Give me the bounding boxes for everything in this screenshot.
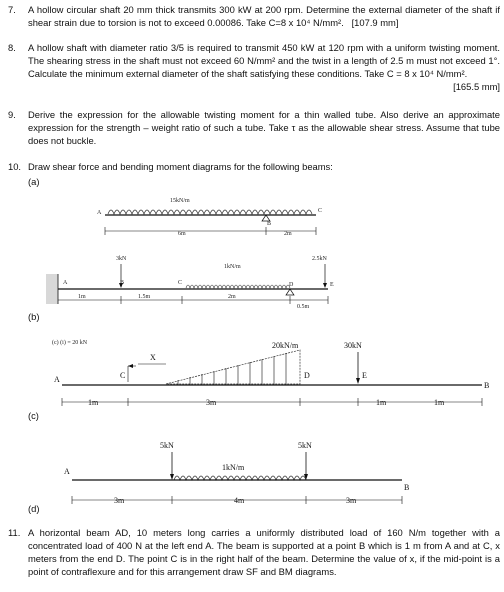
span-label: 2m — [228, 294, 236, 300]
beam-diagram-d — [0, 436, 504, 512]
span-label: 1m — [376, 398, 387, 407]
beam-diagram-a — [0, 192, 504, 242]
beam-diagram-b — [0, 250, 504, 312]
span-label: 3m — [114, 496, 125, 505]
answer: [165.5 mm] — [453, 81, 500, 92]
point-e-label: E — [362, 371, 367, 380]
question-number: 10. — [8, 161, 22, 172]
question-text: Derive the expression for the allowable twisting moment for a thin walled tube. Also derive an approximate expression for the strength – weight ratio of such a tube. Take τ as the allowable shear stress. Assume that tube does not buckle. — [28, 109, 500, 146]
subpart-b-label: (b) — [28, 311, 40, 322]
question-text: Draw shear force and bending moment diagrams for the following beams: — [28, 161, 333, 172]
load-label: 2.5kN — [312, 256, 327, 262]
x-label: X — [150, 353, 156, 362]
fixed-support-hatch — [46, 274, 58, 304]
span-label: 2m — [284, 231, 292, 237]
span-label: 3m — [346, 496, 357, 505]
span-label: 6m — [178, 231, 186, 237]
udl-triangle — [166, 350, 300, 384]
load-label: 1kN/m — [224, 264, 241, 270]
point-e-label: E — [330, 282, 334, 288]
load-label: 1kN/m — [222, 463, 245, 472]
load-label: 15kN/m — [170, 198, 190, 204]
point-b-label: B — [484, 381, 490, 390]
span-label: 4m — [234, 496, 245, 505]
load-label: 5kN — [298, 441, 312, 450]
point-b-label: B — [404, 483, 410, 492]
point-a-label: A — [63, 280, 68, 286]
question-10 — [8, 160, 500, 173]
span-label: 0.5m — [297, 304, 310, 310]
question-11 — [8, 526, 500, 578]
span-label: 3m — [206, 398, 217, 407]
point-b-label: B — [267, 221, 272, 227]
answer: [107.9 mm] — [351, 17, 399, 28]
point-c-label: C — [178, 280, 183, 286]
span-label: 1m — [88, 398, 99, 407]
question-7 — [8, 3, 500, 29]
subpart-a-label: (a) — [28, 176, 40, 187]
question-number: 11. — [8, 527, 21, 538]
point-c-label: C — [120, 371, 126, 380]
udl-symbol — [108, 210, 312, 214]
udl-symbol — [174, 476, 306, 480]
question-number: 9. — [8, 109, 16, 120]
udl-symbol — [186, 285, 290, 288]
point-d-label: D — [289, 282, 294, 288]
load-label: 30kN — [344, 341, 362, 350]
load-label: 20kN/m — [272, 341, 299, 350]
point-d-label: D — [304, 371, 310, 380]
load-header: (c) (i) = 20 kN — [52, 340, 88, 346]
span-label: 1m — [78, 294, 86, 300]
question-text: A horizontal beam AD, 10 meters long carries a uniformly distributed load of 160 N/m together with a concentrated load of 400 N at the left end A. The beam is supported at a point B which is 1 m from A and at C, x meters from the end D. The point C is in the right half of the beam. Determine the value of x, if the mid-point is a point of contraflexure and for this arrangement draw SF and BM diagrams. — [28, 527, 500, 577]
load-label: 5kN — [160, 441, 174, 450]
span-label: 1.5m — [138, 294, 151, 300]
question-9 — [8, 108, 500, 147]
question-number: 8. — [8, 42, 16, 53]
question-number: 7. — [8, 4, 16, 15]
point-a-label: A — [97, 210, 102, 216]
support-d — [286, 289, 294, 295]
question-8 — [8, 41, 500, 93]
question-text: A hollow shaft with diameter ratio 3/5 is required to transmit 450 kW at 120 rpm with a uniform twisting moment. The shearing stress in the shaft must not exceed 60 N/mm² and the twist in a length of 2.5 m must not exceed 1°. Calculate the minimum external diameter of the shaft satisfying these conditions. Take C = 8 x 10⁴ N/mm². — [28, 42, 500, 79]
subpart-d-label: (d) — [28, 503, 40, 514]
point-b-label: B — [120, 280, 125, 286]
beam-diagram-c — [0, 334, 504, 412]
point-c-label: C — [318, 208, 323, 214]
question-text: A hollow circular shaft 20 mm thick transmits 300 kW at 200 rpm. Determine the external diameter of the shaft if shear strain due to torsion is not to exceed 0.00086. Take C=8 x 10⁴ N/mm². — [28, 4, 500, 28]
point-a-label: A — [54, 375, 60, 384]
subpart-c-label: (c) — [28, 410, 39, 421]
point-a-label: A — [64, 467, 70, 476]
span-label: 1m — [434, 398, 445, 407]
load-label: 3kN — [116, 256, 127, 262]
